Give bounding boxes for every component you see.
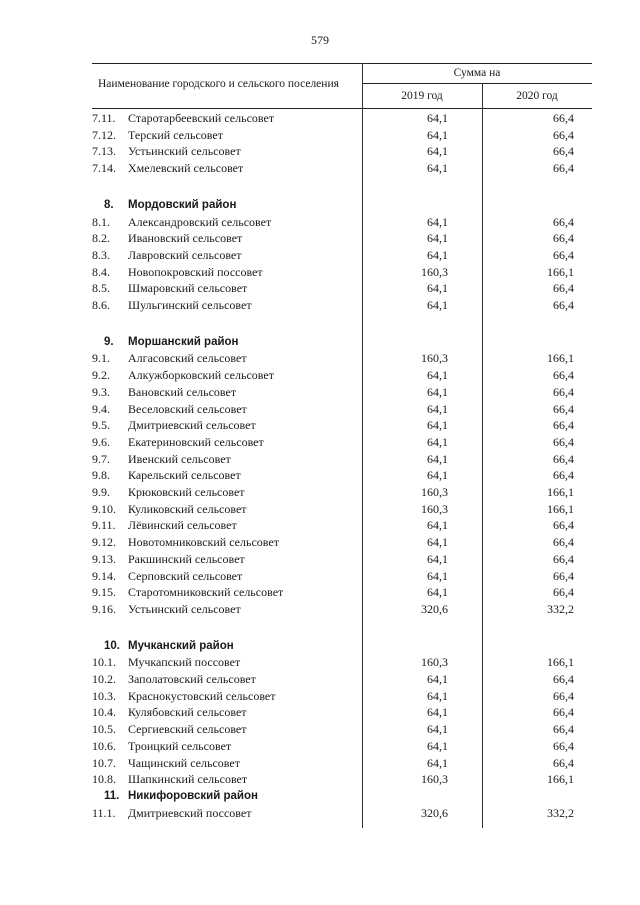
cell-v1: 64,1 bbox=[427, 535, 448, 550]
header-year-2019: 2019 год bbox=[401, 90, 443, 102]
header-sum-label: Сумма на bbox=[453, 67, 501, 79]
cell-name: Старотарбеевский сельсовет bbox=[128, 111, 275, 125]
table-row bbox=[0, 467, 640, 484]
cell-name: Чащинский сельсовет bbox=[128, 755, 240, 770]
cell-num: 9.2. bbox=[92, 368, 110, 383]
cell-v2: 66,4 bbox=[553, 384, 574, 399]
cell-v2: 66,4 bbox=[553, 722, 574, 737]
cell-name: Старотомниковский сельсовет bbox=[128, 585, 284, 600]
table-row bbox=[0, 704, 640, 721]
cell-num: 10.7. bbox=[92, 755, 116, 770]
table-row bbox=[0, 143, 640, 160]
cell-num: 8.6. bbox=[92, 298, 110, 312]
cell-name: Хмелевский сельсовет bbox=[128, 161, 244, 176]
cell-v2: 166,1 bbox=[547, 772, 574, 787]
cell-v1: 64,1 bbox=[427, 127, 448, 142]
table-row bbox=[0, 551, 640, 568]
cell-name: Лёвинский сельсовет bbox=[128, 518, 237, 533]
cell-v1: 64,1 bbox=[427, 518, 448, 533]
cell-v1: 64,1 bbox=[427, 161, 448, 176]
table-row bbox=[0, 771, 640, 788]
cell-v1: 64,1 bbox=[427, 281, 448, 296]
cell-num: 9.10. bbox=[92, 501, 116, 516]
cell-v1: 64,1 bbox=[427, 672, 448, 686]
cell-v2: 66,4 bbox=[553, 585, 574, 600]
table-row bbox=[0, 127, 640, 144]
cell-v2: 66,4 bbox=[553, 161, 574, 176]
table-row bbox=[0, 350, 640, 367]
table-row bbox=[0, 230, 640, 247]
cell-num: 9.4. bbox=[92, 401, 110, 416]
table-row bbox=[0, 805, 640, 822]
cell-name: Крюковский сельсовет bbox=[128, 485, 245, 499]
cell-num: 7.13. bbox=[92, 144, 116, 159]
cell-v2: 66,4 bbox=[553, 688, 574, 703]
cell-num: 10.5. bbox=[92, 722, 116, 737]
cell-num: 7.12. bbox=[92, 127, 116, 142]
cell-num: 10.2. bbox=[92, 672, 116, 686]
cell-num: 8.3. bbox=[92, 247, 110, 262]
cell-name: Заполатовский сельсовет bbox=[128, 672, 256, 686]
cell-v2: 66,4 bbox=[553, 368, 574, 383]
cell-name: Ивенский сельсовет bbox=[128, 451, 231, 466]
cell-num: 9. bbox=[104, 335, 114, 348]
cell-num: 10.1. bbox=[92, 655, 116, 670]
cell-v2: 166,1 bbox=[547, 264, 574, 279]
cell-v1: 64,1 bbox=[427, 247, 448, 262]
cell-num: 9.3. bbox=[92, 384, 110, 399]
cell-v2: 166,1 bbox=[547, 501, 574, 516]
cell-name: Мордовский район bbox=[128, 198, 237, 211]
cell-name: Вановский сельсовет bbox=[128, 384, 237, 399]
cell-num: 10.8. bbox=[92, 772, 116, 787]
cell-v1: 160,3 bbox=[421, 655, 448, 670]
cell-v2: 66,4 bbox=[553, 451, 574, 466]
cell-v2: 66,4 bbox=[553, 705, 574, 720]
cell-v2: 66,4 bbox=[553, 214, 574, 229]
cell-name: Веселовский сельсовет bbox=[128, 401, 247, 416]
cell-v1: 64,1 bbox=[427, 144, 448, 159]
cell-num: 9.8. bbox=[92, 468, 110, 483]
cell-v1: 160,3 bbox=[421, 501, 448, 516]
table-row bbox=[0, 738, 640, 755]
cell-name: Терский сельсовет bbox=[128, 127, 223, 142]
cell-name: Ивановский сельсовет bbox=[128, 231, 243, 246]
cell-v1: 64,1 bbox=[427, 401, 448, 416]
cell-v2: 166,1 bbox=[547, 485, 574, 499]
table-row bbox=[0, 688, 640, 705]
cell-v1: 320,6 bbox=[421, 601, 448, 616]
cell-v2: 66,4 bbox=[553, 551, 574, 566]
header-mid-rule bbox=[362, 83, 592, 84]
cell-v1: 64,1 bbox=[427, 688, 448, 703]
cell-v1: 64,1 bbox=[427, 722, 448, 737]
cell-name: Мучканский район bbox=[128, 639, 234, 652]
cell-v1: 64,1 bbox=[427, 298, 448, 312]
cell-v1: 64,1 bbox=[427, 738, 448, 753]
cell-v2: 66,4 bbox=[553, 468, 574, 483]
table-row bbox=[0, 247, 640, 264]
cell-num: 8.5. bbox=[92, 281, 110, 296]
table-row bbox=[0, 654, 640, 671]
cell-v1: 160,3 bbox=[421, 264, 448, 279]
cell-v1: 64,1 bbox=[427, 368, 448, 383]
cell-v2: 66,4 bbox=[553, 231, 574, 246]
page-number: 579 bbox=[311, 33, 329, 47]
cell-v1: 64,1 bbox=[427, 568, 448, 583]
cell-num: 7.11. bbox=[92, 111, 116, 125]
cell-name: Алгасовский сельсовет bbox=[128, 351, 247, 366]
table-row bbox=[0, 755, 640, 772]
cell-num: 11.1. bbox=[92, 805, 116, 820]
cell-num: 7.14. bbox=[92, 161, 116, 176]
cell-v2: 66,4 bbox=[553, 568, 574, 583]
cell-num: 11. bbox=[104, 789, 120, 802]
cell-num: 10.4. bbox=[92, 705, 116, 720]
cell-v2: 66,4 bbox=[553, 127, 574, 142]
cell-v2: 66,4 bbox=[553, 247, 574, 262]
cell-name: Мучкапский поссовет bbox=[128, 655, 241, 670]
cell-num: 9.12. bbox=[92, 535, 116, 550]
cell-name: Алкужборковский сельсовет bbox=[128, 368, 274, 383]
cell-name: Устьинский сельсовет bbox=[128, 144, 241, 159]
cell-name: Сергиевский сельсовет bbox=[128, 722, 247, 737]
cell-v1: 64,1 bbox=[427, 451, 448, 466]
cell-num: 8.4. bbox=[92, 264, 110, 279]
cell-v1: 160,3 bbox=[421, 485, 448, 499]
cell-v1: 64,1 bbox=[427, 705, 448, 720]
table-row bbox=[0, 584, 640, 601]
header-year-2020: 2020 год bbox=[516, 90, 558, 102]
header-bottom-rule bbox=[92, 108, 592, 109]
cell-v1: 64,1 bbox=[427, 214, 448, 229]
cell-v2: 66,4 bbox=[553, 401, 574, 416]
table-row bbox=[0, 451, 640, 468]
cell-name: Куликовский сельсовет bbox=[128, 501, 247, 516]
cell-name: Краснокустовский сельсовет bbox=[128, 688, 276, 703]
cell-num: 9.11. bbox=[92, 518, 116, 533]
cell-name: Дмитриевский сельсовет bbox=[128, 418, 256, 433]
cell-num: 9.1. bbox=[92, 351, 110, 366]
table-row bbox=[0, 534, 640, 551]
cell-v1: 160,3 bbox=[421, 351, 448, 366]
cell-name: Серповский сельсовет bbox=[128, 568, 243, 583]
cell-num: 9.7. bbox=[92, 451, 110, 466]
cell-v2: 166,1 bbox=[547, 655, 574, 670]
cell-v1: 64,1 bbox=[427, 551, 448, 566]
table-row bbox=[0, 110, 640, 127]
cell-name: Новотомниковский сельсовет bbox=[128, 535, 279, 550]
table-row bbox=[0, 160, 640, 177]
table-row bbox=[0, 417, 640, 434]
cell-v2: 332,2 bbox=[547, 601, 574, 616]
cell-v2: 66,4 bbox=[553, 298, 574, 312]
cell-v2: 66,4 bbox=[553, 111, 574, 125]
cell-v1: 64,1 bbox=[427, 384, 448, 399]
cell-name: Екатериновский сельсовет bbox=[128, 434, 264, 449]
cell-name: Карельский сельсовет bbox=[128, 468, 241, 483]
cell-name: Устьинский сельсовет bbox=[128, 601, 241, 616]
cell-v1: 160,3 bbox=[421, 772, 448, 787]
cell-v2: 66,4 bbox=[553, 434, 574, 449]
header-name-column: Наименование городского и сельского поселения bbox=[98, 78, 339, 90]
cell-name: Никифоровский район bbox=[128, 789, 258, 802]
district-row bbox=[0, 334, 640, 351]
cell-name: Троицкий сельсовет bbox=[128, 738, 232, 753]
table-row bbox=[0, 601, 640, 618]
cell-v1: 64,1 bbox=[427, 111, 448, 125]
cell-v2: 332,2 bbox=[547, 805, 574, 820]
table-row bbox=[0, 214, 640, 231]
cell-num: 9.9. bbox=[92, 485, 110, 499]
cell-v1: 64,1 bbox=[427, 468, 448, 483]
table-row bbox=[0, 721, 640, 738]
cell-name: Кулябовский сельсовет bbox=[128, 705, 247, 720]
cell-num: 9.14. bbox=[92, 568, 116, 583]
table-row bbox=[0, 568, 640, 585]
table-row bbox=[0, 280, 640, 297]
header-top-rule bbox=[92, 63, 592, 64]
cell-v2: 166,1 bbox=[547, 351, 574, 366]
cell-v1: 320,6 bbox=[421, 805, 448, 820]
cell-name: Лавровский сельсовет bbox=[128, 247, 242, 262]
cell-v1: 64,1 bbox=[427, 231, 448, 246]
cell-name: Шульгинский сельсовет bbox=[128, 298, 252, 312]
cell-name: Шапкинский сельсовет bbox=[128, 772, 248, 787]
table-row bbox=[0, 264, 640, 281]
cell-num: 8.2. bbox=[92, 231, 110, 246]
cell-name: Дмитриевский поссовет bbox=[128, 805, 252, 820]
cell-num: 9.13. bbox=[92, 551, 116, 566]
table-row bbox=[0, 297, 640, 314]
cell-v2: 66,4 bbox=[553, 535, 574, 550]
cell-v2: 66,4 bbox=[553, 755, 574, 770]
cell-num: 10.3. bbox=[92, 688, 116, 703]
cell-v1: 64,1 bbox=[427, 585, 448, 600]
table-row bbox=[0, 434, 640, 451]
district-row bbox=[0, 638, 640, 655]
table-row bbox=[0, 517, 640, 534]
table-row bbox=[0, 401, 640, 418]
cell-num: 8. bbox=[104, 198, 114, 211]
district-row bbox=[0, 197, 640, 214]
table-row bbox=[0, 384, 640, 401]
table-row bbox=[0, 501, 640, 518]
cell-name: Моршанский район bbox=[128, 335, 239, 348]
cell-name: Александровский сельсовет bbox=[128, 214, 272, 229]
district-row bbox=[0, 788, 640, 805]
cell-v1: 64,1 bbox=[427, 418, 448, 433]
cell-num: 9.6. bbox=[92, 434, 110, 449]
cell-name: Ракшинский сельсовет bbox=[128, 551, 245, 566]
cell-v2: 66,4 bbox=[553, 281, 574, 296]
cell-num: 10. bbox=[104, 639, 120, 652]
cell-num: 9.5. bbox=[92, 418, 110, 433]
cell-v2: 66,4 bbox=[553, 518, 574, 533]
cell-name: Новопокровский поссовет bbox=[128, 264, 263, 279]
cell-num: 8.1. bbox=[92, 214, 110, 229]
table-row bbox=[0, 484, 640, 501]
cell-name: Шмаровский сельсовет bbox=[128, 281, 248, 296]
cell-v2: 66,4 bbox=[553, 738, 574, 753]
cell-v2: 66,4 bbox=[553, 672, 574, 686]
cell-v2: 66,4 bbox=[553, 144, 574, 159]
cell-v1: 64,1 bbox=[427, 755, 448, 770]
cell-num: 9.15. bbox=[92, 585, 116, 600]
cell-v1: 64,1 bbox=[427, 434, 448, 449]
cell-v2: 66,4 bbox=[553, 418, 574, 433]
cell-num: 10.6. bbox=[92, 738, 116, 753]
table-row bbox=[0, 367, 640, 384]
cell-num: 9.16. bbox=[92, 601, 116, 616]
table-row bbox=[0, 671, 640, 688]
